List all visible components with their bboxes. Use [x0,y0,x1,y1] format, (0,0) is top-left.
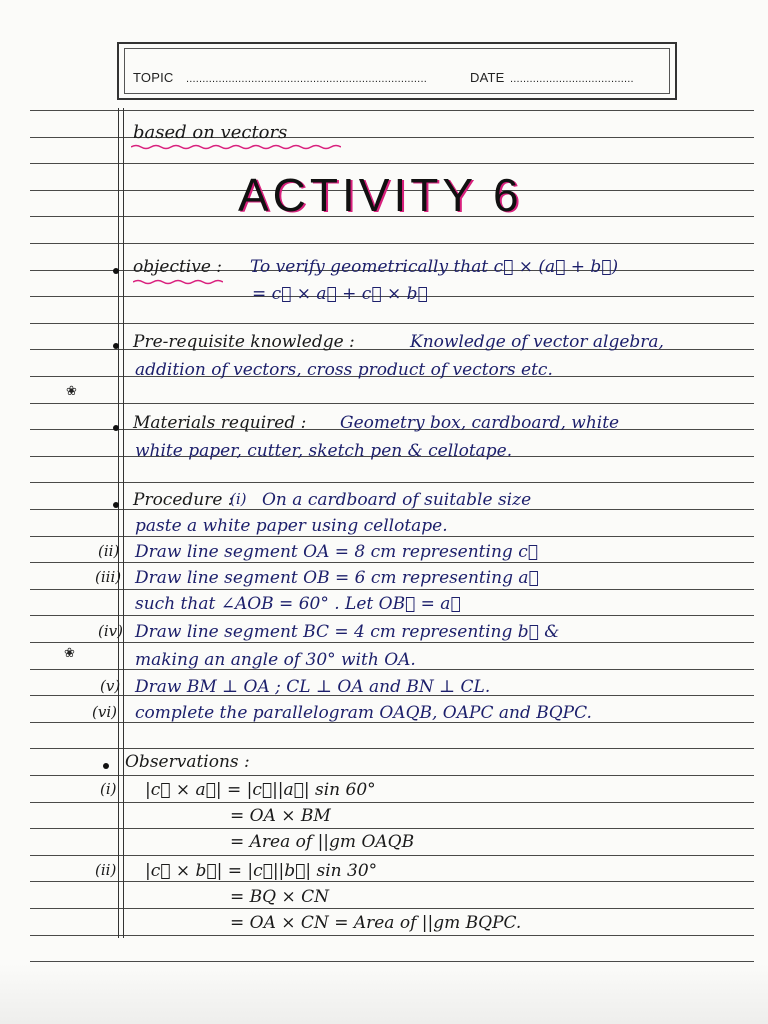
objective-underline [133,279,223,285]
procedure-step-text: Draw line segment OB = 6 cm representing a⃗ [135,568,539,588]
subject-heading: based on vectors [133,122,288,143]
margin-mark: ❀ [64,646,75,661]
procedure-label: Procedure : [133,490,234,510]
procedure-step-text: Draw line segment OA = 8 cm representing c⃗ [135,542,538,562]
procedure-step-text: Draw line segment BC = 4 cm representing b⃗ & [135,622,560,642]
observation-num: (i) [100,780,117,798]
bullet [113,343,119,349]
objective-text-line2: = c⃗ × a⃗ + c⃗ × b⃗ [252,284,428,304]
prerequisite-label: Pre-requisite knowledge : [133,332,355,352]
ruled-line [30,403,754,404]
observation-text: = OA × CN = Area of ||gm BQPC. [230,913,522,933]
observation-num: (ii) [95,861,117,879]
margin-line-right [123,108,124,938]
ruled-line [30,881,754,882]
ruled-line [30,961,754,962]
observation-text: |c⃗ × b⃗| = |c⃗||b⃗| sin 30° [145,861,378,881]
procedure-step-num: (vi) [92,703,117,721]
topic-dots: .......................................................................... [186,73,427,85]
observations-label: Observations : [125,752,250,772]
objective-label: objective : [133,257,223,277]
procedure-step-text: such that ∠AOB = 60° . Let OB⃗ = a⃗ [135,594,461,614]
ruled-line [30,908,754,909]
procedure-step-num: (iv) [98,622,123,640]
materials-line2: white paper, cutter, sketch pen & cellotape. [135,441,513,461]
topic-label: TOPIC [133,70,174,85]
procedure-step-text: complete the parallelogram OAQB, OAPC and BQPC. [135,703,592,723]
bullet [113,268,119,274]
procedure-step-num: (i) [230,490,247,508]
margin-line-left [118,108,119,938]
ruled-line [30,243,754,244]
ruled-line [30,615,754,616]
prerequisite-line1: Knowledge of vector algebra, [410,332,664,352]
ruled-line [30,935,754,936]
subject-underline [131,144,341,150]
procedure-step-text: On a cardboard of suitable size [262,490,532,510]
header-box-inner [124,48,670,94]
procedure-step-num: (iii) [95,568,122,586]
materials-label: Materials required : [133,413,307,433]
procedure-step-num: (ii) [98,542,120,560]
bullet [113,502,119,508]
date-label: DATE [470,70,505,85]
ruled-line [30,163,754,164]
margin-mark: ❀ [66,384,77,399]
ruled-line [30,642,754,643]
procedure-step-text: Draw BM ⊥ OA ; CL ⊥ OA and BN ⊥ CL. [135,677,491,697]
observation-text: = OA × BM [230,806,331,826]
ruled-line [30,802,754,803]
ruled-line [30,482,754,483]
observation-text: = BQ × CN [230,887,330,907]
ruled-line [30,775,754,776]
ruled-line [30,748,754,749]
ruled-line [30,110,754,111]
date-dots: ...................................... [510,73,634,85]
prerequisite-line2: addition of vectors, cross product of vectors etc. [135,360,553,380]
observation-text: = Area of ||gm OAQB [230,832,415,852]
ruled-line [30,828,754,829]
bullet [103,763,109,769]
ruled-line [30,323,754,324]
procedure-step-text: paste a white paper using cellotape. [135,516,448,536]
observation-text: |c⃗ × a⃗| = |c⃗||a⃗| sin 60° [145,780,376,800]
ruled-line [30,562,754,563]
page-bottom-shadow [0,964,768,1024]
ruled-line [30,589,754,590]
ruled-line [30,855,754,856]
materials-line1: Geometry box, cardboard, white [340,413,620,433]
activity-title: ACTIVITY 6 [238,169,523,221]
objective-text-line1: To verify geometrically that c⃗ × (a⃗ + b⃗) [250,257,619,277]
bullet [113,425,119,431]
procedure-step-num: (v) [100,677,121,695]
procedure-step-text: making an angle of 30° with OA. [135,650,416,670]
ruled-line [30,536,754,537]
